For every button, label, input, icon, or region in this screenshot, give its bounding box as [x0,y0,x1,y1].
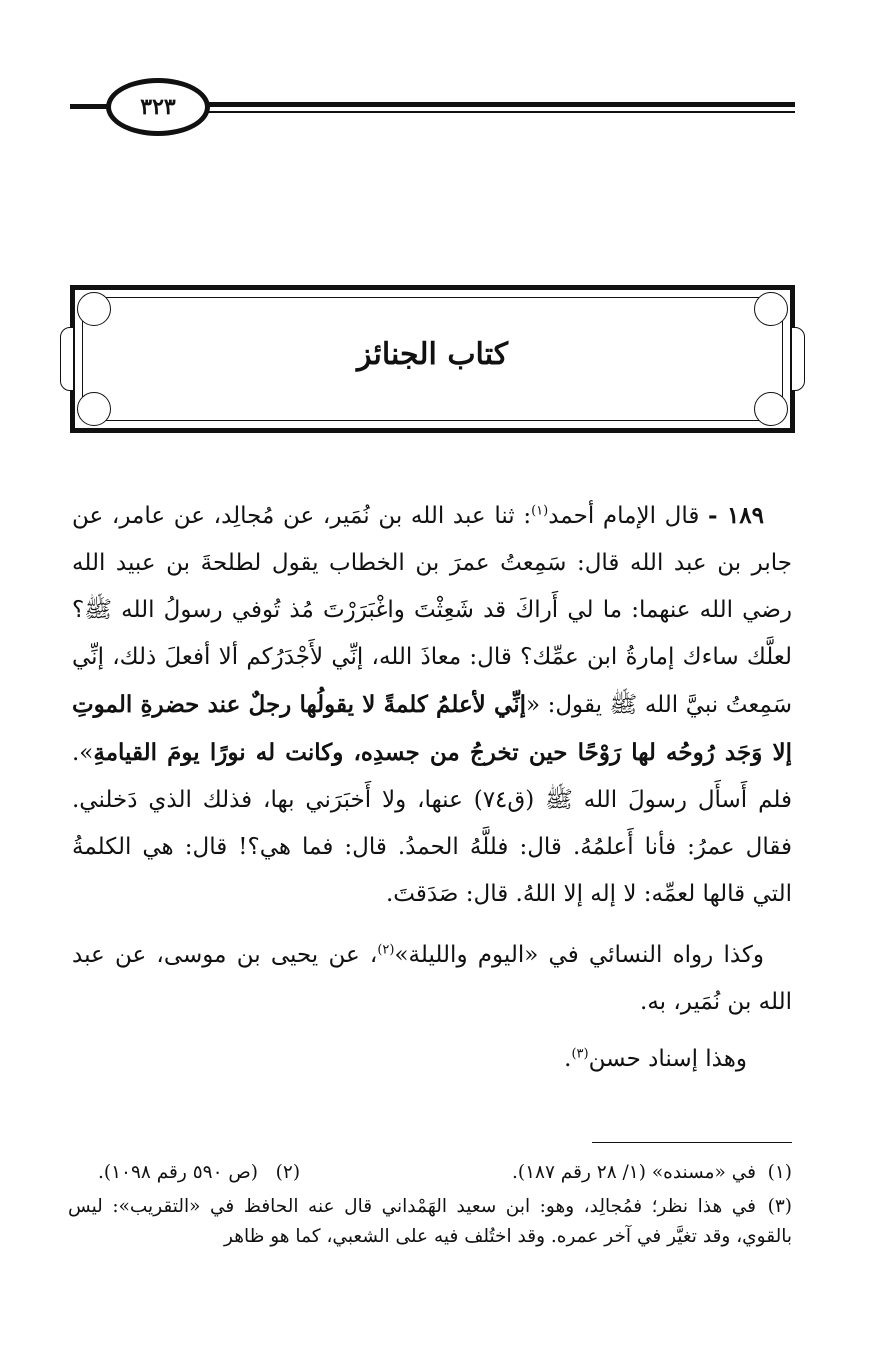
hadith-paragraph [72,492,792,918]
footnote-1-text: في «مسنده» (١/ ٢٨ رقم ١٨٧). [512,1162,756,1183]
footnote-2-text: (ص ٥٩٠ رقم ١٠٩٨). [98,1162,258,1183]
frame-corner-ornament [754,392,788,426]
narration-text-end: ، عن يحيى بن موسى، عن عبد الله بن نُمَير، به. [72,942,792,1015]
footnote-row [68,1158,792,1188]
main-text [72,492,792,1083]
hadith-conclusion: ». فلم أَسأَل رسولَ الله ﷺ (ق٧٤) عنها، ولا أَخبَرَني بها، فذلك الذي دَخلني. فقال عمرُ: فأنا أَعلمُهُ. قال: فللَّهُ الحمدُ. قال: فما هي؟! قال: هي الكلمةُ التي قالها لعمِّه: لا إله إلا اللهُ. قال: صَدَقتَ. [72,740,792,907]
footnote-ref-3[interactable]: (٣) [571,1046,589,1062]
footnote-ref-2[interactable]: (٢) [377,942,395,958]
footnote-2 [98,1158,300,1188]
page-header [70,78,795,138]
chapter-title-frame [70,285,795,433]
page-number: ٣٢٣ [106,78,210,136]
hadith-number: ١٨٩ - [708,502,764,529]
chapter-title: كتاب الجنائز [356,337,509,372]
header-rule-thick [180,102,795,107]
footnote-ref-1[interactable]: (١) [531,503,549,519]
footnote-1-number: (١) [767,1162,792,1183]
hadith-prophetic-quote: إنِّي لأعلمُ كلمةً لا يقولُها رجلٌ عند حضرةِ الموتِ إلا وَجَد رُوحُه لها رَوْحًا حين تخرجُ من جسدِه، وكانت له نورًا يومَ القيامةِ [72,691,792,766]
header-rule-thin [180,111,795,113]
footnote-1 [512,1158,792,1188]
footnote-3 [68,1192,792,1252]
grading-end: . [564,1046,572,1072]
header-rule-left [70,104,110,109]
frame-corner-ornament [754,292,788,326]
narration-paragraph [72,932,792,1026]
hadith-intro: قال الإمام أحمد [548,503,700,529]
frame-corner-ornament [77,292,111,326]
footnote-2-number: (٢) [275,1162,301,1183]
grading-paragraph [72,1036,792,1083]
footnote-3-text: في هذا نظر؛ فمُجالِد، وهو: ابن سعيد الهَمْداني قال عنه الحافظ في «التقريب»: ليس بالقوي، وقد تغيَّر في آخر عمره. وقد اختُلف فيه على الشعبي، كما هو ظاهر [68,1196,792,1247]
hadith-chain-and-narration: : ثنا عبد الله بن نُمَير، عن مُجالِد، عن عامر، عن جابر بن عبد الله قال: سَمِعتُ عمرَ بن الخطاب يقول لطلحةَ بن عبيد الله رضي الله عنهما: ما لي أَراكَ قد شَعِثْتَ واغْبَرَرْتَ مُذ تُوفي رسولُ الله ﷺ؟ لعلَّك ساءك إمارةُ ابن عمِّك؟ قال: معاذَ الله، إنِّي لأَجْدَرُكم ألا أفعلَ ذلك، إنِّي سَمِعتُ نبيَّ الله ﷺ يقول: « [72,503,792,718]
footnote-separator [592,1142,792,1143]
footnotes [68,1158,792,1252]
narration-text: وكذا رواه النسائي في «اليوم والليلة» [394,942,764,968]
grading-text: وهذا إسناد حسن [588,1046,747,1072]
frame-corner-ornament [77,392,111,426]
footnote-3-number: (٣) [767,1196,792,1217]
